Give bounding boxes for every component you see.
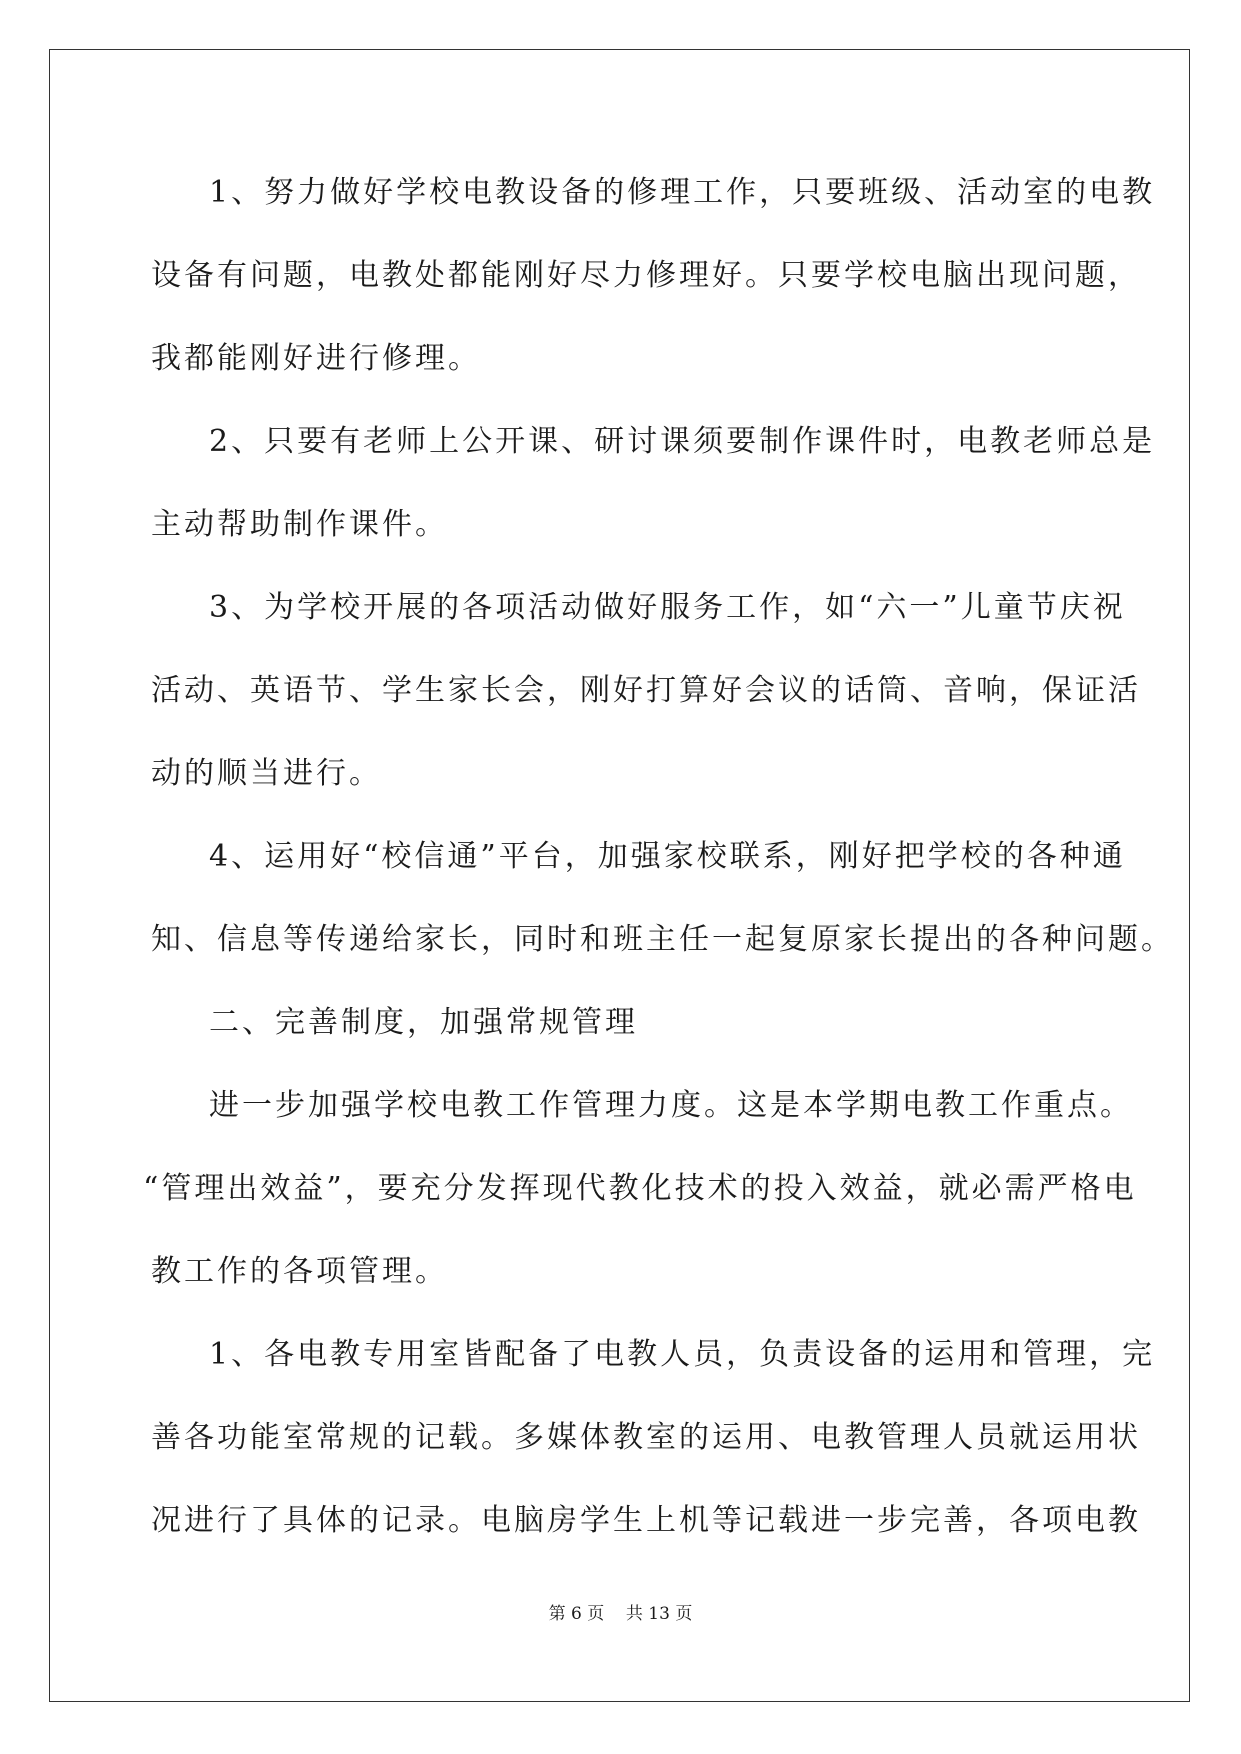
paragraph-line: 动的顺当进行。 [151, 756, 382, 791]
paragraph-line: 1、努力做好学校电教设备的修理工作，只要班级、活动室的电教 [209, 175, 1156, 210]
section-heading: 二、完善制度，加强常规管理 [209, 1005, 638, 1040]
document-body [143, 158, 1174, 1569]
paragraph-line: 况进行了具体的记录。电脑房学生上机等记载进一步完善，各项电教 [151, 1503, 1141, 1538]
paragraph-line: 主动帮助制作课件。 [151, 507, 448, 542]
paragraph-line: 活动、英语节、学生家长会，刚好打算好会议的话筒、音响，保证活 [151, 673, 1141, 708]
paragraph-line: 善各功能室常规的记载。多媒体教室的运用、电教管理人员就运用状 [151, 1420, 1141, 1455]
paragraph-line: 设备有问题，电教处都能刚好尽力修理好。只要学校电脑出现问题， [151, 258, 1141, 293]
paragraph-line: 教工作的各项管理。 [151, 1254, 448, 1289]
paragraph-line: 1、各电教专用室皆配备了电教人员，负责设备的运用和管理，完 [209, 1337, 1156, 1372]
page-number-label: 第 6 页 共 13 页 [548, 1604, 693, 1624]
paragraph-line: “管理出效益”，要充分发挥现代教化技术的投入效益，就必需严格电 [143, 1171, 1137, 1206]
paragraph-line: 我都能刚好进行修理。 [151, 341, 481, 376]
paragraph-line: 2、只要有老师上公开课、研讨课须要制作课件时，电教老师总是 [209, 424, 1156, 459]
paragraph-line: 知、信息等传递给家长，同时和班主任一起复原家长提出的各种问题。 [151, 922, 1174, 957]
paragraph-line: 进一步加强学校电教工作管理力度。这是本学期电教工作重点。 [209, 1088, 1133, 1123]
page-footer [0, 1599, 1241, 1624]
paragraph-line: 3、为学校开展的各项活动做好服务工作，如“六一”儿童节庆祝 [209, 590, 1126, 625]
paragraph-line: 4、运用好“校信通”平台，加强家校联系，刚好把学校的各种通 [209, 839, 1126, 874]
